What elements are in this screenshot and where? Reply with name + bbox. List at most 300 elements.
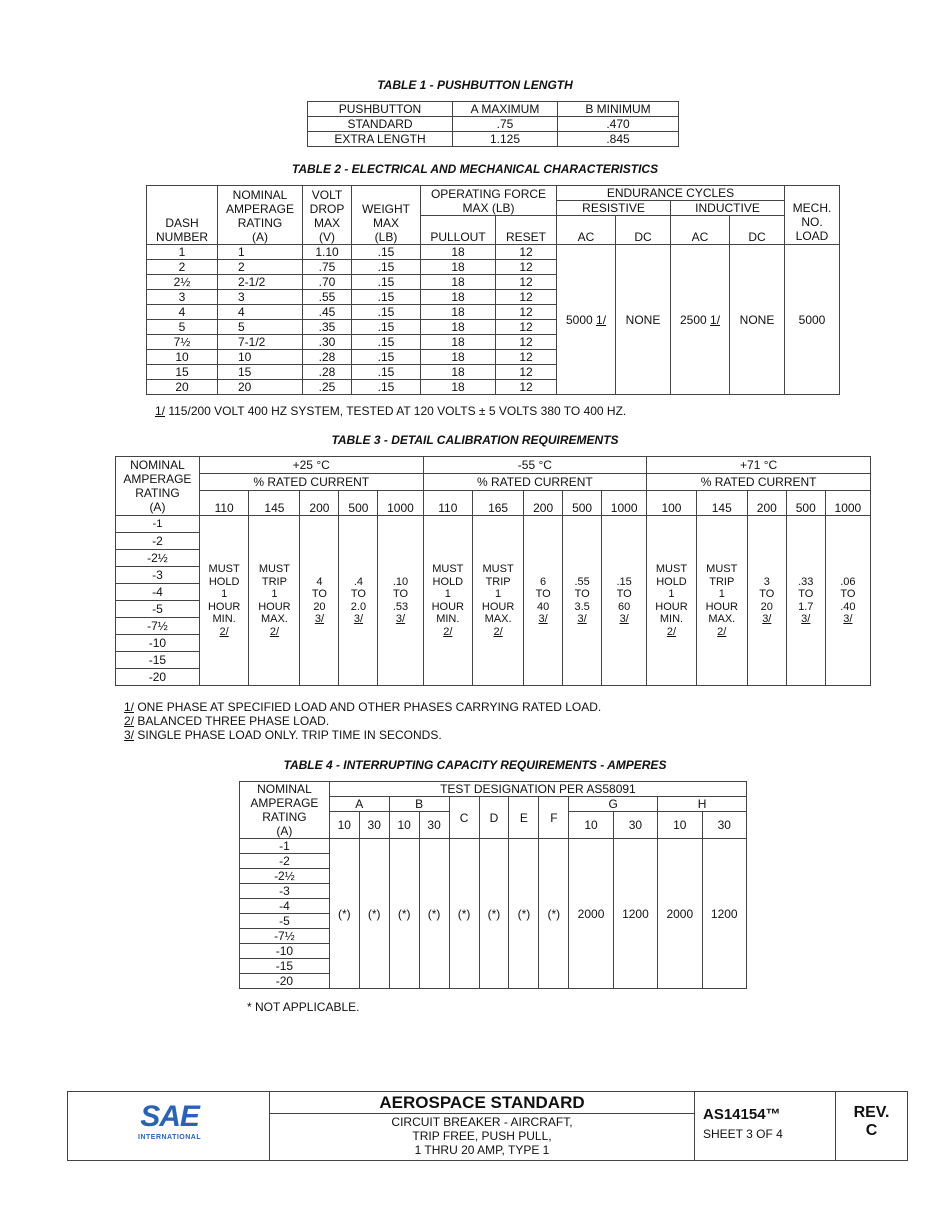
logo-text: SAE [140, 1100, 199, 1133]
table2-cell: .15 [352, 305, 421, 320]
table1-header-b-min: B MINIMUM [558, 102, 679, 117]
table3-value-cell [378, 516, 423, 686]
table4-value: (*) [479, 839, 509, 989]
rev-value: C [865, 1122, 878, 1139]
table4-value: (*) [419, 839, 449, 989]
table2-cell: 2 [218, 260, 303, 275]
table4-dash: -2 [240, 854, 330, 869]
table3-dash: -5 [116, 601, 200, 618]
table1-cell: .75 [453, 117, 558, 132]
table2-cell: .15 [352, 245, 421, 260]
table4-footnote: * NOT APPLICABLE. [247, 1000, 360, 1014]
table2-cell: .15 [352, 320, 421, 335]
table-row [147, 245, 840, 260]
value-line: 20 [760, 600, 773, 613]
table2-cell: 3 [218, 290, 303, 305]
sheet-number: SHEET 3 OF 4 [703, 1127, 783, 1141]
value-line: 40 [536, 600, 550, 613]
value-line: 1 [444, 588, 451, 600]
footnote-ref: 1/ [710, 312, 721, 327]
value-line: TO [350, 588, 366, 600]
table2-cell: 2-1/2 [218, 275, 303, 290]
sae-logo [138, 1100, 201, 1141]
table2-cell: 3 [147, 290, 218, 305]
table2-header-endurance: ENDURANCE CYCLES [557, 186, 785, 201]
value-line: MUST [706, 563, 738, 575]
table3 [115, 456, 871, 686]
value-line: MUST [208, 563, 240, 575]
header-line: RATING [262, 810, 307, 824]
footnote [124, 700, 601, 714]
table4-value: 1200 [702, 839, 747, 989]
table2-header-res-ac: AC [557, 216, 616, 245]
table4-sub: 10 [329, 812, 359, 839]
table3-current-header: 500 [786, 491, 825, 516]
header-line: AMPERAGE [225, 202, 294, 216]
value-line: TO [574, 588, 590, 600]
table2-cell: .15 [352, 365, 421, 380]
table4-sub: 30 [702, 812, 747, 839]
table3-value-cell [747, 516, 786, 686]
table4-value: 1200 [613, 839, 657, 989]
footnote-ref: 2/ [443, 625, 453, 638]
table2-cell: .75 [303, 260, 352, 275]
table3-current-header: 145 [249, 491, 300, 516]
table4-group-d: D [479, 797, 509, 839]
table2-cell: 18 [421, 275, 496, 290]
table2-cell: 18 [421, 350, 496, 365]
table2-cell: 4 [147, 305, 218, 320]
table4-dash: -5 [240, 914, 330, 929]
header-line: (LB) [374, 230, 398, 244]
table2-cell: .70 [303, 275, 352, 290]
value-line: .06 [840, 575, 856, 588]
value-line: 6 [540, 575, 547, 588]
value-line: TO [392, 588, 409, 600]
table3-current-header: 200 [524, 491, 563, 516]
table2-cell: .35 [303, 320, 352, 335]
table-row [308, 132, 679, 147]
desc-line: CIRCUIT BREAKER - AIRCRAFT, [391, 1115, 573, 1129]
table4-group-b: B [389, 797, 449, 812]
value-line: 3 [763, 575, 770, 588]
table4-sub: 30 [359, 812, 389, 839]
table4-dash: -4 [240, 899, 330, 914]
value-line: TO [798, 588, 814, 600]
table2-cell: .25 [303, 380, 352, 395]
table3-current-header: 200 [300, 491, 339, 516]
table-row [308, 117, 679, 132]
table4-group-f: F [539, 797, 569, 839]
footnote-ref: 3/ [395, 613, 406, 625]
table3-current-header: 110 [423, 491, 473, 516]
table2-cell: 15 [147, 365, 218, 380]
footnote-text: BALANCED THREE PHASE LOAD. [134, 714, 330, 728]
value-line: 1 [668, 588, 675, 600]
title-block [67, 1091, 908, 1161]
table4-sub: 10 [389, 812, 419, 839]
table3-header-nominal [116, 457, 200, 516]
table-row [240, 839, 747, 854]
doc-number-cell [695, 1092, 836, 1160]
header-line: LOAD [795, 229, 829, 243]
value-line: .4 [353, 575, 364, 588]
table2-ind-dc: NONE [730, 245, 785, 395]
table2-header-res-dc: DC [616, 216, 671, 245]
table3-current-header: 1000 [825, 491, 870, 516]
table2-cell: 10 [147, 350, 218, 365]
table4-dash: -1 [240, 839, 330, 854]
table2-cell: 20 [218, 380, 303, 395]
header-line: RATING [135, 486, 180, 500]
value-line: MUST [482, 563, 514, 575]
table1-cell: 1.125 [453, 132, 558, 147]
table3-dash: -2 [116, 533, 200, 550]
table2-cell: .15 [352, 335, 421, 350]
table2-header-dash [147, 186, 218, 245]
table4-value: (*) [539, 839, 569, 989]
table2-cell: .28 [303, 365, 352, 380]
table3-value-cell [647, 516, 697, 686]
table2-cell: 12 [496, 275, 557, 290]
table3-value-cell [423, 516, 473, 686]
table2-header-mech [785, 186, 840, 245]
table4-sub: 10 [569, 812, 613, 839]
table2-cell: .28 [303, 350, 352, 365]
table2-header-inductive: INDUCTIVE [671, 201, 785, 216]
value-line: MAX. [708, 613, 736, 625]
table2-cell: 12 [496, 260, 557, 275]
value-line: HOLD [208, 575, 240, 588]
value-line: TRIP [261, 575, 287, 588]
table2-cell: 18 [421, 290, 496, 305]
table2-cell: .15 [352, 350, 421, 365]
table3-current-header: 145 [696, 491, 747, 516]
value-line: .10 [392, 575, 409, 588]
header-line: DROP [309, 202, 345, 216]
table1-title: TABLE 1 - PUSHBUTTON LENGTH [377, 78, 573, 92]
footnote [124, 714, 601, 728]
footnote-text: 115/200 VOLT 400 HZ SYSTEM, TESTED AT 120 VOLTS ± 5 VOLTS 380 TO 400 HZ. [165, 404, 627, 418]
table3-value-cell [199, 516, 249, 686]
table2-cell: 18 [421, 335, 496, 350]
value-line: .40 [840, 600, 856, 613]
footnote-ref: 3/ [314, 613, 325, 625]
table4-group-e: E [509, 797, 539, 839]
table2-footnote [155, 404, 626, 418]
table2-cell: .45 [303, 305, 352, 320]
table3-current-row [116, 491, 871, 516]
doc-description [270, 1114, 694, 1157]
table3-header-temp-71: +71 °C [647, 457, 871, 474]
table3-value-cell [524, 516, 563, 686]
table3-value-cell [473, 516, 524, 686]
value-line: 1 [495, 588, 502, 600]
table1-cell: STANDARD [308, 117, 453, 132]
doc-number: AS14154™ [703, 1106, 781, 1123]
header-line: MAX (LB) [462, 200, 515, 215]
table4-dash: -7½ [240, 929, 330, 944]
table2-header-nominal [218, 186, 303, 245]
table4-sub: 30 [613, 812, 657, 839]
table2-cell: 5 [147, 320, 218, 335]
header-line: NUMBER [155, 230, 208, 244]
table2-cell: 18 [421, 260, 496, 275]
table4-dash: -20 [240, 974, 330, 989]
footnote-mark: 2/ [124, 714, 135, 728]
value-line: 1.7 [798, 600, 814, 613]
table2-mech-load: 5000 [785, 245, 840, 395]
table2-cell: 18 [421, 305, 496, 320]
header-line: NO. [801, 215, 823, 229]
value-line: TO [535, 588, 551, 600]
desc-line: 1 THRU 20 AMP, TYPE 1 [414, 1143, 550, 1157]
value-line: HOLD [432, 575, 464, 588]
table3-header-temp-25: +25 °C [199, 457, 423, 474]
table3-current-header: 110 [199, 491, 249, 516]
value-line: MIN. [436, 613, 460, 625]
table2-cell: 2 [147, 260, 218, 275]
table2-cell: 12 [496, 365, 557, 380]
table3-title: TABLE 3 - DETAIL CALIBRATION REQUIREMENTS [331, 433, 619, 447]
table3-current-header: 1000 [378, 491, 423, 516]
table3-current-header: 500 [339, 491, 378, 516]
table4 [239, 781, 747, 989]
footnote-ref: 2/ [219, 625, 229, 638]
header-line: (V) [319, 230, 335, 244]
table3-dash: -10 [116, 635, 200, 652]
value-line: TO [311, 588, 327, 600]
table2-cell: 12 [496, 305, 557, 320]
table3-value-cell [249, 516, 300, 686]
header-line: WEIGHT [362, 202, 410, 216]
table2-res-ac [557, 245, 616, 395]
table4-group-c: C [449, 797, 479, 839]
table3-current-header: 1000 [602, 491, 647, 516]
table3-header-temp-55: -55 °C [423, 457, 647, 474]
table3-current-header: 500 [563, 491, 602, 516]
value-line: 4 [316, 575, 323, 588]
table3-dash: -20 [116, 669, 200, 686]
table2-cell: 12 [496, 245, 557, 260]
table2-header-ind-ac: AC [671, 216, 730, 245]
revision-cell [836, 1092, 907, 1160]
value-line: .53 [392, 600, 409, 613]
value-line: 1 [221, 588, 228, 600]
table2-res-dc: NONE [616, 245, 671, 395]
header-line: OPERATING FORCE [430, 186, 547, 201]
value-line: HOUR [655, 600, 688, 613]
value-line: HOUR [481, 600, 515, 613]
footnote-ref: 3/ [353, 613, 364, 625]
header-line: MAX [313, 216, 340, 230]
rev-label: REV. [853, 1104, 890, 1121]
table4-sub: 30 [419, 812, 449, 839]
table2-cell: 18 [421, 380, 496, 395]
footnote-mark: 3/ [124, 728, 135, 742]
table3-header-rated: % RATED CURRENT [199, 474, 423, 491]
footnote-ref: 2/ [269, 625, 280, 638]
table2-cell: 18 [421, 320, 496, 335]
table3-current-header: 100 [647, 491, 697, 516]
table2-header-pullout: PULLOUT [421, 216, 496, 245]
table2-ind-ac [671, 245, 730, 395]
table4-group-g: G [569, 797, 658, 812]
footnote-mark: 1/ [124, 700, 135, 714]
table1-header-pushbutton: PUSHBUTTON [308, 102, 453, 117]
value-line: 3.5 [574, 600, 590, 613]
table2-cell: .15 [352, 380, 421, 395]
header-line: AMPERAGE [250, 796, 319, 810]
table2-cell: .30 [303, 335, 352, 350]
doc-heading: AEROSPACE STANDARD [270, 1092, 694, 1114]
table1 [307, 101, 679, 147]
value-line: MAX. [484, 613, 512, 625]
table3-value-cell [602, 516, 647, 686]
table2-cell: 4 [218, 305, 303, 320]
value-line: MUST [432, 563, 464, 575]
value-line: .15 [616, 575, 632, 588]
value: 2500 [679, 312, 707, 327]
value-line: TO [616, 588, 632, 600]
header-line: RATING [237, 216, 283, 230]
table3-value-cell [786, 516, 825, 686]
table4-value: 2000 [658, 839, 702, 989]
footnote-mark: 1/ [155, 404, 166, 418]
table2-cell: .15 [352, 275, 421, 290]
table2-header-opforce [421, 186, 557, 216]
table2-header-volt [303, 186, 352, 245]
table4-value: (*) [449, 839, 479, 989]
table4-value: 2000 [569, 839, 613, 989]
value-line: 2.0 [350, 600, 367, 613]
table2 [146, 185, 840, 395]
table2-cell: 10 [218, 350, 303, 365]
table2-cell: 12 [496, 380, 557, 395]
table3-dash: -2½ [116, 550, 200, 567]
desc-line: TRIP FREE, PUSH PULL, [412, 1129, 552, 1143]
table3-current-header: 165 [473, 491, 524, 516]
table3-value-cell [300, 516, 339, 686]
table1-cell: .845 [558, 132, 679, 147]
table2-cell: .15 [352, 290, 421, 305]
header-line: AMPERAGE [123, 472, 192, 486]
footnote-ref: 3/ [762, 613, 772, 625]
header-line: MAX [372, 216, 399, 230]
table2-cell: .55 [303, 290, 352, 305]
table3-footnotes [124, 700, 601, 742]
table2-header-resistive: RESISTIVE [557, 201, 671, 216]
header-line: DASH [165, 216, 199, 230]
value-line: HOUR [431, 600, 464, 613]
footnote-ref: 3/ [577, 613, 587, 625]
value: 5000 [565, 312, 593, 327]
value-line: .33 [798, 575, 814, 588]
table2-cell: 1.10 [303, 245, 352, 260]
table3-dash: -3 [116, 567, 200, 584]
table2-cell: 7-1/2 [218, 335, 303, 350]
table4-header-test: TEST DESIGNATION PER AS58091 [329, 782, 746, 797]
footnote-text: SINGLE PHASE LOAD ONLY. TRIP TIME IN SECONDS. [134, 728, 442, 742]
footnote-ref: 2/ [717, 625, 727, 638]
table2-cell: 12 [496, 320, 557, 335]
value-line: MUST [655, 563, 688, 575]
value-line: TO [759, 588, 775, 600]
header-line: NOMINAL [232, 188, 288, 202]
table2-header-reset: RESET [496, 216, 557, 245]
table3-dash: -1 [116, 516, 200, 533]
table-row [116, 516, 871, 533]
table2-header-ind-dc: DC [730, 216, 785, 245]
table1-header-a-max: A MAXIMUM [453, 102, 558, 117]
table2-cell: 7½ [147, 335, 218, 350]
table2-cell: 18 [421, 365, 496, 380]
table4-dash: -3 [240, 884, 330, 899]
table2-cell: 2½ [147, 275, 218, 290]
value-line: 20 [313, 600, 326, 613]
table4-group-h: H [658, 797, 747, 812]
value-line: 60 [618, 600, 631, 613]
footnote-text: ONE PHASE AT SPECIFIED LOAD AND OTHER PHASES CARRYING RATED LOAD. [134, 700, 602, 714]
value-line: MUST [258, 563, 290, 575]
table4-dash: -2½ [240, 869, 330, 884]
footnote-ref: 1/ [596, 312, 607, 327]
header-line: (A) [252, 230, 268, 244]
header-line: VOLT [311, 188, 343, 202]
value-line: MIN. [659, 613, 684, 625]
table4-title: TABLE 4 - INTERRUPTING CAPACITY REQUIREMENTS - AMPERES [283, 758, 667, 772]
footnote-ref: 3/ [801, 613, 811, 625]
table2-cell: 12 [496, 335, 557, 350]
table3-value-cell [696, 516, 747, 686]
table2-cell: 20 [147, 380, 218, 395]
table3-header-rated: % RATED CURRENT [423, 474, 647, 491]
table2-header-weight [352, 186, 421, 245]
table2-cell: 12 [496, 350, 557, 365]
table2-cell: 12 [496, 290, 557, 305]
value-line: HOUR [207, 600, 241, 613]
footnote [124, 728, 601, 742]
footnote-ref: 3/ [619, 613, 629, 625]
table2-cell: 1 [147, 245, 218, 260]
table4-value: (*) [329, 839, 359, 989]
value-line: .55 [574, 575, 590, 588]
table3-dash: -7½ [116, 618, 200, 635]
table4-dash: -15 [240, 959, 330, 974]
value-line: TO [840, 588, 856, 600]
table3-value-cell [825, 516, 870, 686]
value-line: TRIP [485, 575, 511, 588]
header-line: NOMINAL [257, 782, 312, 796]
footnote-ref: 2/ [666, 625, 677, 638]
table2-cell: 18 [421, 245, 496, 260]
table4-group-a: A [329, 797, 389, 812]
table4-header-nominal [240, 782, 330, 839]
value-line: 1 [718, 588, 725, 600]
table4-value: (*) [359, 839, 389, 989]
value-line: MAX. [260, 613, 288, 625]
table2-title: TABLE 2 - ELECTRICAL AND MECHANICAL CHARACTERISTICS [291, 162, 659, 176]
value-line: HOUR [258, 600, 291, 613]
logo-cell [68, 1092, 270, 1160]
table3-header-rated: % RATED CURRENT [647, 474, 871, 491]
table3-dash: -15 [116, 652, 200, 669]
header-line: MECH. [792, 201, 832, 215]
table3-value-cell [563, 516, 602, 686]
value-line: TRIP [709, 575, 735, 588]
table4-dash: -10 [240, 944, 330, 959]
table1-cell: EXTRA LENGTH [308, 132, 453, 147]
